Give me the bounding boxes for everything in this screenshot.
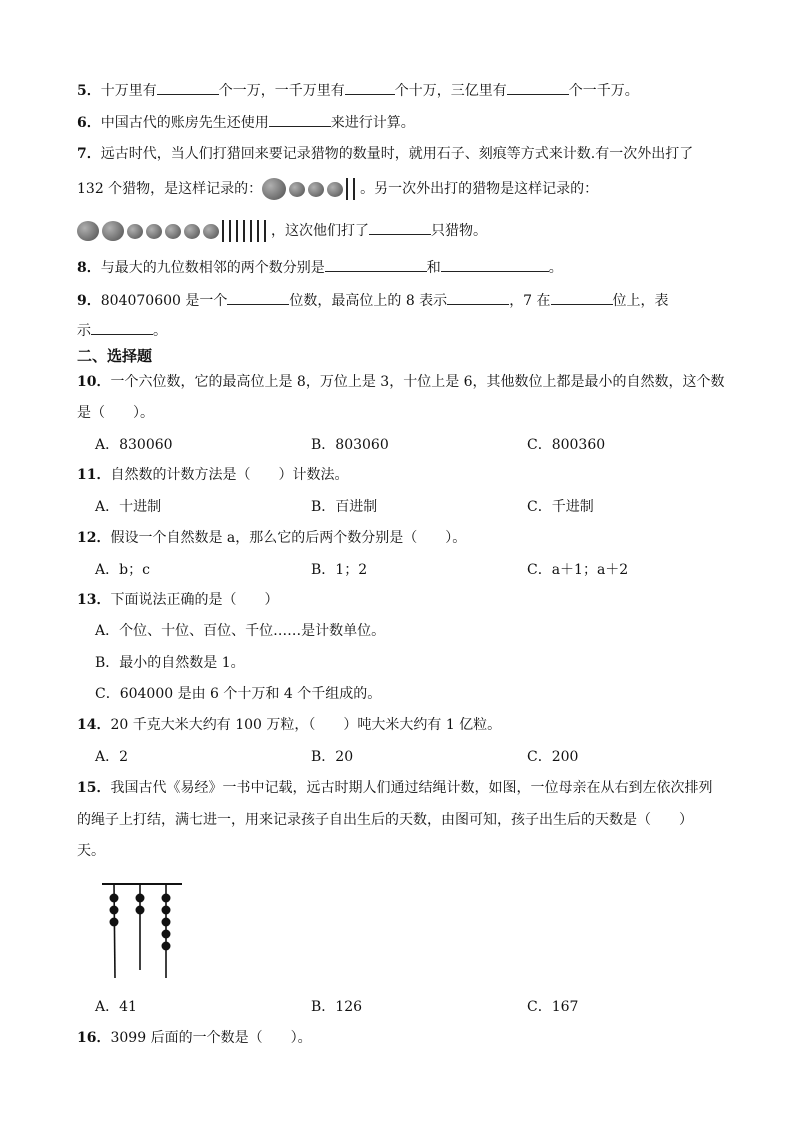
stone-icon: [308, 182, 324, 197]
tally-mark-icon: [229, 220, 231, 242]
stones-tally-figure-1: [262, 178, 360, 200]
question-8: [77, 257, 563, 278]
stone-icon: [203, 224, 219, 239]
question-text: 自然数的计数方法是（ ）计数法。: [110, 467, 349, 483]
question-9-line-1: [77, 290, 669, 311]
options-q11: [95, 497, 775, 517]
question-number: 7．: [77, 146, 101, 162]
question-text: 个一千万。: [568, 83, 639, 99]
answer-blank[interactable]: [269, 112, 331, 127]
option-c[interactable]: C．a＋1；a＋2: [527, 562, 629, 578]
question-text: 20 千克大米大约有 100 万粒，（ ）吨大米大约有 1 亿粒。: [110, 717, 502, 733]
question-text: ，7 在: [509, 293, 551, 309]
option-a[interactable]: A．2: [95, 749, 129, 765]
tally-mark-icon: [236, 220, 238, 242]
question-13: [77, 590, 278, 610]
answer-blank[interactable]: [551, 290, 613, 305]
question-number: 13．: [77, 592, 111, 608]
knot: [110, 918, 119, 927]
question-number: 12．: [77, 530, 111, 546]
option-b[interactable]: B．803060: [311, 437, 389, 453]
question-15-line-2: [77, 810, 693, 830]
question-7-line-1: [77, 144, 693, 164]
options-q15: [95, 997, 775, 1017]
question-11: [77, 465, 348, 485]
stones-tally-figure-2: [77, 220, 271, 242]
stone-icon: [165, 224, 181, 239]
option-b[interactable]: B．20: [311, 749, 354, 765]
stone-icon: [102, 221, 124, 241]
question-text: 中国古代的账房先生还使用: [100, 115, 269, 131]
stone-icon: [77, 221, 99, 241]
option-c[interactable]: C．千进制: [527, 499, 594, 515]
option-a[interactable]: A．830060: [95, 437, 173, 453]
stone-icon: [289, 182, 305, 197]
knot: [110, 894, 119, 903]
question-9-line-2: [77, 320, 167, 341]
question-text: 。另一次外出打的猎物是这样记录的：: [360, 181, 599, 197]
option-b[interactable]: B．百进制: [311, 499, 378, 515]
question-text: 3099 后面的一个数是（ ）。: [110, 1030, 312, 1046]
knot: [162, 930, 171, 939]
question-text: 。: [548, 260, 563, 276]
question-7-line-3: [77, 220, 487, 242]
options-q14: [95, 747, 775, 767]
question-text: 个十万，三亿里有: [394, 83, 507, 99]
question-text: 。: [153, 323, 167, 339]
knot: [162, 918, 171, 927]
question-15-line-1: [77, 778, 712, 798]
question-number: 9．: [77, 293, 101, 309]
question-5: [77, 80, 639, 101]
answer-blank[interactable]: [369, 220, 431, 235]
option-c[interactable]: C．800360: [527, 437, 606, 453]
tally-mark-icon: [346, 178, 348, 200]
option-b[interactable]: B．1；2: [311, 562, 368, 578]
question-number: 8．: [77, 260, 101, 276]
options-q12: [95, 560, 775, 580]
option-c[interactable]: C．167: [527, 999, 579, 1015]
tally-mark-icon: [222, 220, 224, 242]
question-6: [77, 112, 415, 133]
question-7-line-2: [77, 178, 598, 200]
question-10-line-2: [77, 403, 154, 423]
tally-mark-icon: [250, 220, 252, 242]
option-a[interactable]: A．个位、十位、百位、千位……是计数单位。: [95, 623, 386, 639]
question-text: 来进行计算。: [330, 115, 415, 131]
question-text: 我国古代《易经》一书中记载，远古时期人们通过结绳计数，如图，一位母亲在从右到左依次排列: [110, 780, 713, 796]
answer-blank[interactable]: [91, 320, 153, 335]
question-text: 位上，表: [612, 293, 669, 309]
answer-blank[interactable]: [157, 80, 219, 95]
stone-icon: [262, 178, 286, 200]
question-number: 16．: [77, 1030, 111, 1046]
stone-icon: [146, 224, 162, 239]
question-text: 个一万，一千万里有: [218, 83, 345, 99]
question-number: 14．: [77, 717, 111, 733]
question-text: 示: [77, 323, 91, 339]
tally-mark-icon: [243, 220, 245, 242]
question-text: 假设一个自然数是 a，那么它的后两个数分别是（ ）。: [110, 530, 467, 546]
knot: [136, 906, 145, 915]
answer-blank[interactable]: [227, 290, 289, 305]
section-heading: 二、选择题: [77, 347, 153, 365]
question-text: 804070600 是一个: [100, 293, 228, 309]
question-number: 11．: [77, 467, 111, 483]
stone-icon: [127, 224, 143, 239]
question-12: [77, 528, 466, 548]
question-number: 15．: [77, 780, 111, 796]
knot: [162, 894, 171, 903]
question-text: 远古时代，当人们打猎回来要记录猎物的数量时，就用石子、刻痕等方式来计数.有一次外出打了: [100, 146, 694, 162]
question-text: 的绳子上打结，满七进一，用来记录孩子自出生后的天数，由图可知，孩子出生后的天数是（ ）: [77, 812, 693, 828]
knot: [162, 942, 171, 951]
tally-mark-icon: [353, 178, 355, 200]
question-10-line-1: [77, 372, 725, 392]
stone-icon: [327, 182, 343, 197]
question-text: 132 个猎物，是这样记录的：: [77, 181, 263, 197]
option-a[interactable]: A．b；c: [95, 562, 150, 578]
question-number: 5．: [77, 83, 101, 99]
option-c[interactable]: C．604000 是由 6 个十万和 4 个千组成的。: [95, 686, 382, 702]
question-text: 和: [426, 260, 441, 276]
option-b[interactable]: B．最小的自然数是 1。: [95, 655, 245, 671]
question-text: 一个六位数，它的最高位上是 8，万位上是 3，十位上是 6，其他数位上都是最小的自然数，这个数: [110, 374, 725, 390]
question-number: 6．: [77, 115, 101, 131]
question-text: 天。: [77, 843, 105, 859]
question-text: 与最大的九位数相邻的两个数分别是: [100, 260, 325, 276]
option-c[interactable]: C．200: [527, 749, 579, 765]
answer-blank[interactable]: [345, 80, 395, 95]
option-b[interactable]: B．126: [311, 999, 363, 1015]
question-text: 位数，最高位上的 8 表示: [289, 293, 448, 309]
answer-blank[interactable]: [507, 80, 569, 95]
question-text: 是（ ）。: [77, 405, 154, 421]
options-q10: [95, 435, 775, 455]
knotted-rope-figure: [96, 878, 188, 990]
answer-blank[interactable]: [447, 290, 509, 305]
knot: [162, 906, 171, 915]
question-text: 只猎物。: [431, 223, 487, 239]
stone-icon: [184, 224, 200, 239]
option-a[interactable]: A．十进制: [95, 499, 162, 515]
tally-mark-icon: [257, 220, 259, 242]
knot: [110, 906, 119, 915]
question-text: 十万里有: [100, 83, 157, 99]
answer-blank[interactable]: [441, 257, 549, 272]
question-14: [77, 715, 501, 735]
answer-blank[interactable]: [325, 257, 427, 272]
question-number: 10．: [77, 374, 111, 390]
question-15-line-3: [77, 841, 105, 861]
question-text: 下面说法正确的是（ ）: [110, 592, 279, 608]
knot: [136, 894, 145, 903]
tally-mark-icon: [264, 220, 266, 242]
question-text: ，这次他们打了: [271, 223, 369, 239]
question-16: [77, 1028, 312, 1048]
option-a[interactable]: A．41: [95, 999, 137, 1015]
